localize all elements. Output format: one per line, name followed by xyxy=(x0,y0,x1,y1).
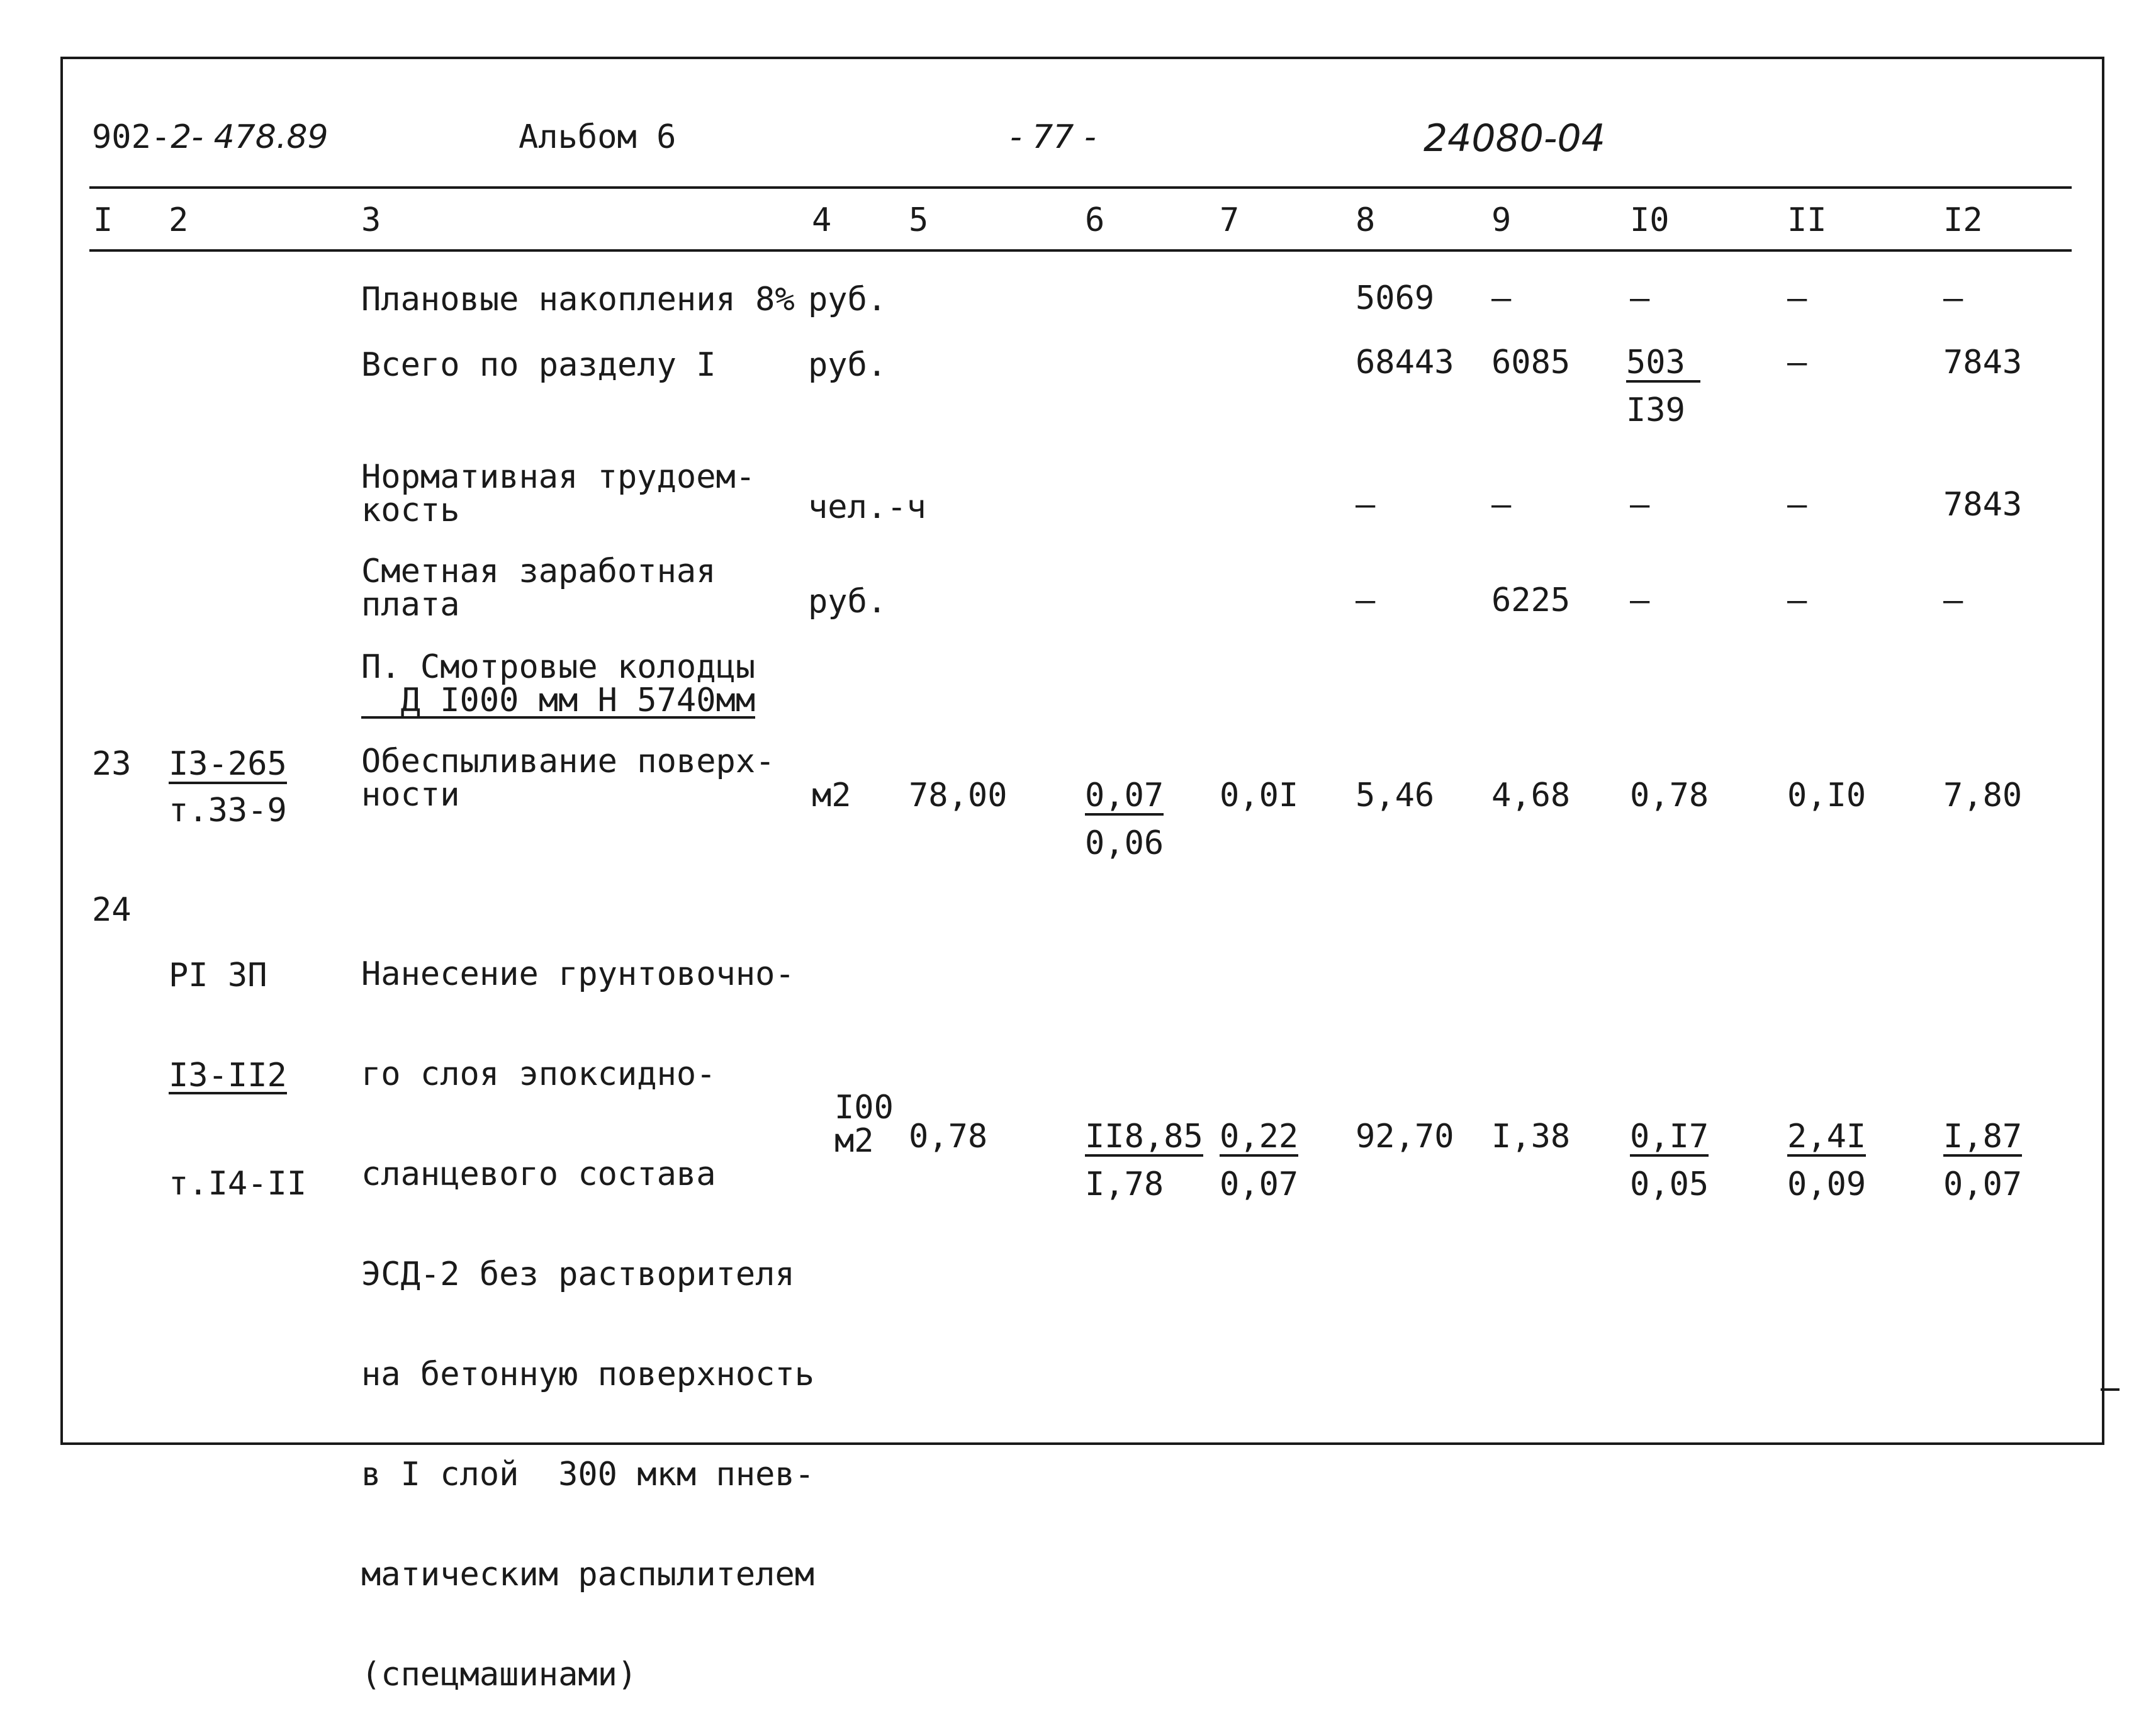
summary-c12: – xyxy=(1943,582,1963,619)
fraction-numerator: 0,07 xyxy=(1085,777,1164,814)
summary-c11: – xyxy=(1787,582,1807,619)
row-ref-line: РI ЗП xyxy=(169,957,267,994)
row-qty: 0,78 xyxy=(909,1118,988,1155)
summary-c8: 5069 xyxy=(1356,279,1435,317)
summary-c12: – xyxy=(1943,279,1963,317)
row-name-line: ности xyxy=(361,776,460,814)
summary-c10: – xyxy=(1630,486,1650,524)
summary-name-line: плата xyxy=(361,586,460,624)
row-number: 24 xyxy=(92,891,132,929)
summary-c11: – xyxy=(1787,279,1807,317)
summary-c11: – xyxy=(1787,486,1807,524)
doc-code-prefix: 902- xyxy=(92,118,171,156)
summary-c12: 7843 xyxy=(1943,486,2023,524)
col-12: I2 xyxy=(1943,201,1983,239)
doc-code-handwritten: 2- 478.89 xyxy=(171,118,328,156)
summary-c8: – xyxy=(1356,582,1376,619)
row-c10-top xyxy=(1630,1120,1709,1157)
summary-c9: 6225 xyxy=(1491,582,1571,619)
row-c9: I,38 xyxy=(1491,1118,1571,1155)
row-c12-bottom: 0,07 xyxy=(1943,1166,2023,1203)
fraction-numerator: II8,85 xyxy=(1085,1118,1203,1155)
row-name-line: ЭСД-2 без растворителя xyxy=(361,1256,795,1293)
row-ref-underlined: I3-265 xyxy=(169,745,287,783)
row-ref xyxy=(169,892,306,1234)
frame-tick-mark xyxy=(2101,1388,2120,1391)
row-ref-top xyxy=(169,745,287,784)
doc-code xyxy=(92,118,328,156)
summary-name xyxy=(361,458,756,529)
col-3: 3 xyxy=(361,201,381,239)
summary-c9: 6085 xyxy=(1491,344,1571,381)
summary-unit: чел.-ч xyxy=(808,488,926,526)
fraction-numerator: I,87 xyxy=(1943,1118,2023,1155)
row-name-line: в I слой 300 мкм пнев- xyxy=(361,1456,815,1493)
col-2: 2 xyxy=(169,201,189,239)
row-c9: 4,68 xyxy=(1491,777,1571,814)
row-name-line: матическим распылителем xyxy=(361,1556,815,1593)
doc-number: 24080-04 xyxy=(1423,116,1605,160)
row-name xyxy=(361,891,814,1725)
fraction-numerator: 503 xyxy=(1626,346,1700,383)
col-4: 4 xyxy=(812,201,832,239)
album-label: Альбом 6 xyxy=(519,118,677,156)
row-qty: 78,00 xyxy=(909,777,1008,814)
summary-name: Плановые накопления 8% xyxy=(361,281,795,318)
row-name-line: Обеспыливание поверх- xyxy=(361,743,775,780)
row-name-line: (спецмашинами) xyxy=(361,1656,637,1694)
fraction-numerator: 0,22 xyxy=(1220,1118,1299,1155)
summary-name xyxy=(361,555,716,622)
col-7: 7 xyxy=(1220,201,1240,239)
summary-c11: – xyxy=(1787,344,1807,381)
summary-unit: руб. xyxy=(808,346,887,384)
row-c8: 5,46 xyxy=(1356,777,1435,814)
row-c7: 0,0I xyxy=(1220,777,1299,814)
row-ref-line: т.I4-II xyxy=(169,1165,307,1203)
col-9: 9 xyxy=(1491,201,1512,239)
summary-c10-bottom: I39 xyxy=(1626,391,1685,429)
row-name-line: на бетонную поверхность xyxy=(361,1356,815,1393)
row-c12-top xyxy=(1943,1120,2022,1157)
row-c10-bottom: 0,05 xyxy=(1630,1166,1709,1203)
summary-c9: – xyxy=(1491,486,1512,524)
row-unit-line: I00 xyxy=(834,1089,894,1127)
summary-c10-top xyxy=(1626,346,1700,383)
summary-c9: – xyxy=(1491,279,1512,317)
row-number: 23 xyxy=(92,745,132,783)
summary-c8: – xyxy=(1356,486,1376,524)
summary-c10: – xyxy=(1630,279,1650,317)
summary-unit: руб. xyxy=(808,583,887,621)
row-unit xyxy=(834,1091,894,1158)
col-5: 5 xyxy=(909,201,929,239)
fraction-numerator: 0,I7 xyxy=(1630,1118,1709,1155)
row-c11-bottom: 0,09 xyxy=(1787,1166,1867,1203)
row-name-line: сланцевого состава xyxy=(361,1155,716,1193)
summary-c12: 7843 xyxy=(1943,344,2023,381)
summary-unit: руб. xyxy=(808,281,887,318)
row-c8: 92,70 xyxy=(1356,1118,1454,1155)
summary-name-line: Сметная заработная xyxy=(361,553,716,590)
row-unit: м2 xyxy=(812,777,851,814)
summary-c10: – xyxy=(1630,582,1650,619)
row-c7-bottom: 0,07 xyxy=(1220,1166,1299,1203)
header-rule-bottom xyxy=(89,249,2072,252)
row-unit-line: м2 xyxy=(834,1122,874,1160)
row-ref-underlined: I3-II2 xyxy=(169,1057,287,1094)
summary-name: Всего по разделу I xyxy=(361,346,716,384)
row-c6-bottom: 0,06 xyxy=(1085,824,1164,862)
col-6: 6 xyxy=(1085,201,1105,239)
row-c10: 0,78 xyxy=(1630,777,1709,814)
header-rule-top xyxy=(89,186,2072,189)
col-8: 8 xyxy=(1356,201,1376,239)
summary-c8: 68443 xyxy=(1356,344,1454,381)
fraction-numerator: 2,4I xyxy=(1787,1118,1867,1155)
row-ref-bottom: т.33-9 xyxy=(169,792,287,829)
row-c12: 7,80 xyxy=(1943,777,2023,814)
row-name-line: Нанесение грунтовочно- xyxy=(361,955,795,993)
row-c6-top xyxy=(1085,1120,1203,1157)
col-10: I0 xyxy=(1630,201,1670,239)
row-c11-top xyxy=(1787,1120,1866,1157)
section-heading-line: Д I000 мм Н 5740мм xyxy=(361,682,756,719)
col-11: II xyxy=(1787,201,1827,239)
col-1: I xyxy=(93,201,113,239)
row-c6-bottom: I,78 xyxy=(1085,1166,1164,1203)
section-heading-line: П. Смотровые колодцы xyxy=(361,648,756,686)
summary-name-line: Нормативная трудоем- xyxy=(361,458,756,496)
row-name-line: го слоя эпоксидно- xyxy=(361,1055,716,1093)
page-number: - 77 - xyxy=(1010,118,1096,156)
row-c11: 0,I0 xyxy=(1787,777,1867,814)
summary-name-line: кость xyxy=(361,492,460,529)
section-heading xyxy=(361,648,756,719)
row-c7-top xyxy=(1220,1120,1298,1157)
row-name xyxy=(361,745,775,812)
row-c6-top xyxy=(1085,779,1164,816)
